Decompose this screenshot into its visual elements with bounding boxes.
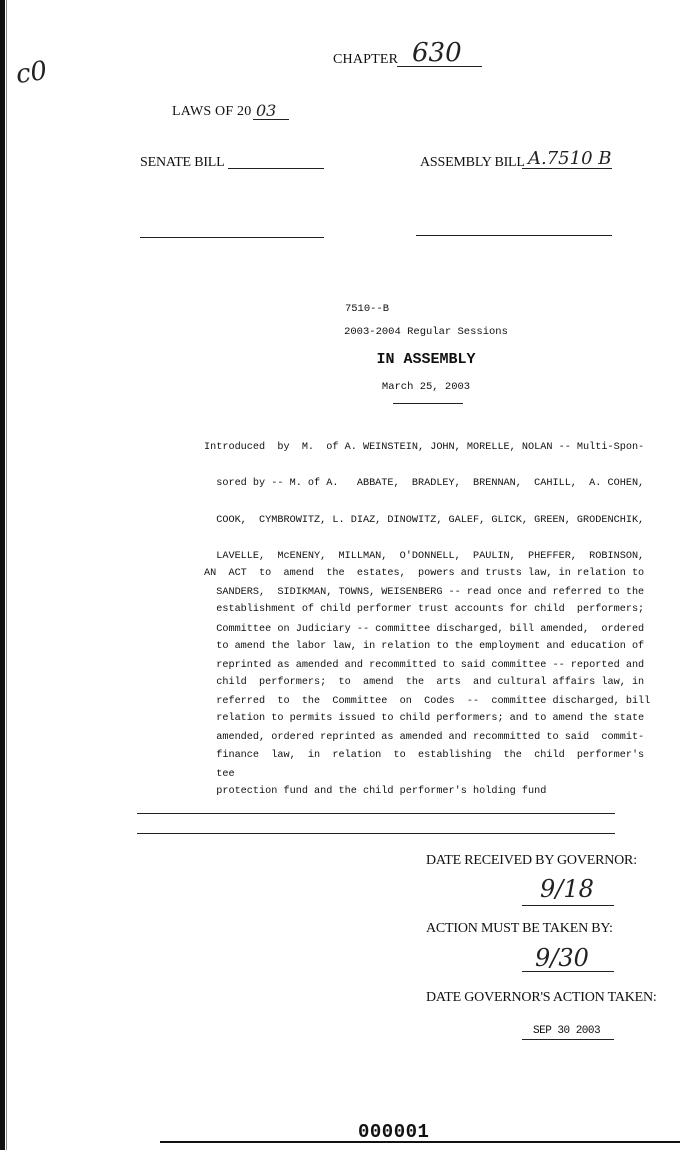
act-line: finance law, in relation to establishing the child performer's [204, 749, 645, 761]
senate-bill-line [228, 168, 324, 169]
received-label: DATE RECEIVED BY GOVERNOR: [426, 853, 637, 868]
action-line [522, 971, 614, 972]
margin-mark: c0 [14, 55, 50, 91]
chapter-number: 630 [412, 38, 462, 68]
act-line: AN ACT to amend the estates, powers and trusts law, in relation to [204, 568, 645, 580]
bill-session: 2003-2004 Regular Sessions [344, 326, 508, 338]
assembly-bill-label: ASSEMBLY BILL [420, 155, 525, 170]
introduced-line: COOK, CYMBROWITZ, L. DIAZ, DINOWITZ, GALEF, GLICK, GREEN, GRODENCHIK, [204, 514, 645, 526]
introduced-line: referred to the Committee on Codes -- committee discharged, bill [204, 696, 651, 708]
blank-line-right [416, 235, 612, 236]
blank-line-left [140, 237, 324, 238]
bottom-rule [160, 1141, 680, 1143]
act-line: protection fund and the child performer's holding fund [204, 785, 547, 797]
scan-edge-line [6, 0, 7, 1150]
act-paragraph [204, 544, 644, 810]
bill-house: IN ASSEMBLY [376, 351, 476, 368]
introduced-line: amended, ordered reprinted as amended and recommitted to said commit- [204, 732, 645, 744]
introduced-line: Committee on Judiciary -- committee discharged, bill amended, ordered [204, 623, 645, 635]
assembly-bill-number: A.7510 B [528, 148, 612, 169]
taken-value-stamp: SEP 30 2003 [533, 1025, 601, 1037]
act-line: relation to permits issued to child performers; and to amend the state [204, 713, 645, 725]
scan-edge-bar [0, 0, 5, 1150]
page-number: 000001 [358, 1121, 430, 1143]
received-value: 9/18 [540, 875, 594, 903]
laws-label: LAWS OF 20 [172, 104, 252, 119]
senate-bill-label: SENATE BILL [140, 155, 225, 170]
introduced-line: tee [204, 768, 235, 780]
received-line [522, 905, 614, 906]
bill-number: 7510--B [344, 303, 390, 315]
laws-underline [253, 119, 289, 120]
act-line: child performers; to amend the arts and cultural affairs law, in [204, 677, 645, 689]
introduced-line: LAVELLE, McENENY, MILLMAN, O'DONNELL, PAULIN, PHEFFER, ROBINSON, [204, 551, 645, 563]
introduced-line: SANDERS, SIDIKMAN, TOWNS, WEISENBERG -- read once and referred to the [204, 587, 645, 599]
introduced-line: sored by -- M. of A. ABBATE, BRADLEY, BRENNAN, CAHILL, A. COHEN, [204, 478, 645, 490]
introduced-line: Introduced by M. of A. WEINSTEIN, JOHN, MORELLE, NOLAN -- Multi-Spon- [204, 442, 645, 454]
separator-rule-bottom [137, 833, 615, 834]
assembly-bill-line [522, 168, 612, 169]
act-line: establishment of child performer trust accounts for child performers; [204, 604, 645, 616]
action-label: ACTION MUST BE TAKEN BY: [426, 921, 613, 936]
introduced-line: reprinted as amended and recommitted to said committee -- reported and [204, 659, 645, 671]
taken-line [522, 1039, 614, 1040]
taken-label: DATE GOVERNOR'S ACTION TAKEN: [426, 990, 657, 1005]
act-line: to amend the labor law, in relation to the employment and education of [204, 640, 645, 652]
chapter-label: CHAPTER [333, 52, 399, 67]
bill-date: March 25, 2003 [381, 381, 471, 393]
separator-rule-top [137, 813, 615, 814]
date-underline [393, 403, 463, 404]
action-value: 9/30 [535, 944, 589, 972]
laws-year: 03 [256, 101, 277, 120]
